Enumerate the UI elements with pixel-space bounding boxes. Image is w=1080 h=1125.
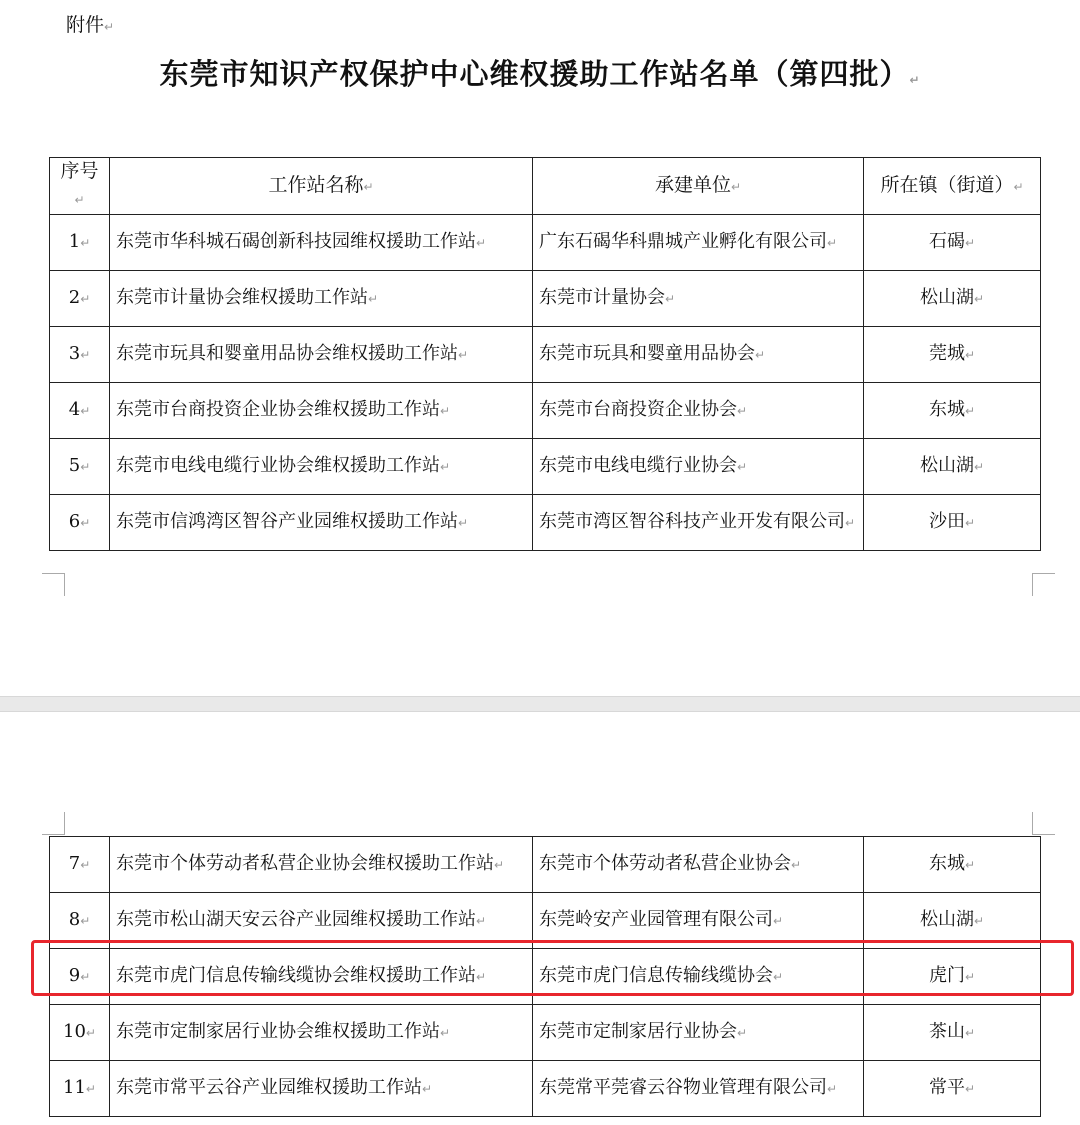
cell-organization: 东莞市计量协会↵ [533,271,864,327]
workstation-table-part2 [49,836,1041,1117]
table-row [50,495,1041,551]
cell-number: 5↵ [50,439,110,495]
cell-town: 东城↵ [864,383,1041,439]
page-corner-mark [1032,812,1055,835]
cell-workstation-name: 东莞市虎门信息传输线缆协会维权援助工作站↵ [110,949,533,1005]
table-row [50,383,1041,439]
cell-town: 松山湖↵ [864,893,1041,949]
cell-workstation-name: 东莞市松山湖天安云谷产业园维权援助工作站↵ [110,893,533,949]
document-title: 东莞市知识产权保护中心维权援助工作站名单（第四批）↵ [159,57,921,91]
table-row [50,949,1041,1005]
cell-organization: 东莞市个体劳动者私营企业协会↵ [533,837,864,893]
document-page-2 [0,712,1080,1125]
cell-organization: 东莞市虎门信息传输线缆协会↵ [533,949,864,1005]
cell-town: 茶山↵ [864,1005,1041,1061]
annex-label: 附件↵ [66,14,115,36]
cell-workstation-name: 东莞市玩具和婴童用品协会维权援助工作站↵ [110,327,533,383]
col-header-name: 工作站名称↵ [110,158,533,215]
table-row [50,215,1041,271]
col-header-no: 序号↵ [50,158,110,215]
table-row [50,837,1041,893]
table-row [50,893,1041,949]
cell-workstation-name: 东莞市定制家居行业协会维权援助工作站↵ [110,1005,533,1061]
cell-workstation-name: 东莞市常平云谷产业园维权援助工作站↵ [110,1061,533,1117]
cell-number: 1↵ [50,215,110,271]
page-corner-mark [1032,573,1055,596]
cell-organization: 东莞市定制家居行业协会↵ [533,1005,864,1061]
table-row [50,439,1041,495]
cell-town: 常平↵ [864,1061,1041,1117]
cell-workstation-name: 东莞市信鸿湾区智谷产业园维权援助工作站↵ [110,495,533,551]
cell-number: 8↵ [50,893,110,949]
cell-town: 莞城↵ [864,327,1041,383]
cell-number: 7↵ [50,837,110,893]
cell-town: 沙田↵ [864,495,1041,551]
cell-organization: 东莞市电线电缆行业协会↵ [533,439,864,495]
table-row [50,271,1041,327]
cell-town: 松山湖↵ [864,271,1041,327]
table-row [50,1005,1041,1061]
table-header-row [50,158,1041,215]
cell-town: 虎门↵ [864,949,1041,1005]
cell-organization: 广东石碣华科鼎城产业孵化有限公司↵ [533,215,864,271]
cell-organization: 东莞市湾区智谷科技产业开发有限公司↵ [533,495,864,551]
page-corner-mark [42,573,65,596]
cell-town: 东城↵ [864,837,1041,893]
cell-number: 3↵ [50,327,110,383]
cell-organization: 东莞岭安产业园管理有限公司↵ [533,893,864,949]
cell-number: 6↵ [50,495,110,551]
cell-organization: 东莞常平莞睿云谷物业管理有限公司↵ [533,1061,864,1117]
cell-number: 2↵ [50,271,110,327]
cell-number: 11↵ [50,1061,110,1117]
cell-workstation-name: 东莞市个体劳动者私营企业协会维权援助工作站↵ [110,837,533,893]
cell-workstation-name: 东莞市计量协会维权援助工作站↵ [110,271,533,327]
workstation-table-part1 [49,157,1041,551]
cell-workstation-name: 东莞市电线电缆行业协会维权援助工作站↵ [110,439,533,495]
cell-number: 10↵ [50,1005,110,1061]
cell-organization: 东莞市台商投资企业协会↵ [533,383,864,439]
table-row [50,327,1041,383]
col-header-org: 承建单位↵ [533,158,864,215]
cell-town: 松山湖↵ [864,439,1041,495]
page-break-gap [0,696,1080,712]
cell-workstation-name: 东莞市华科城石碣创新科技园维权援助工作站↵ [110,215,533,271]
cell-workstation-name: 东莞市台商投资企业协会维权援助工作站↵ [110,383,533,439]
cell-number: 9↵ [50,949,110,1005]
col-header-town: 所在镇（街道）↵ [864,158,1041,215]
page-corner-mark [42,812,65,835]
cell-number: 4↵ [50,383,110,439]
cell-town: 石碣↵ [864,215,1041,271]
cell-organization: 东莞市玩具和婴童用品协会↵ [533,327,864,383]
table-row [50,1061,1041,1117]
